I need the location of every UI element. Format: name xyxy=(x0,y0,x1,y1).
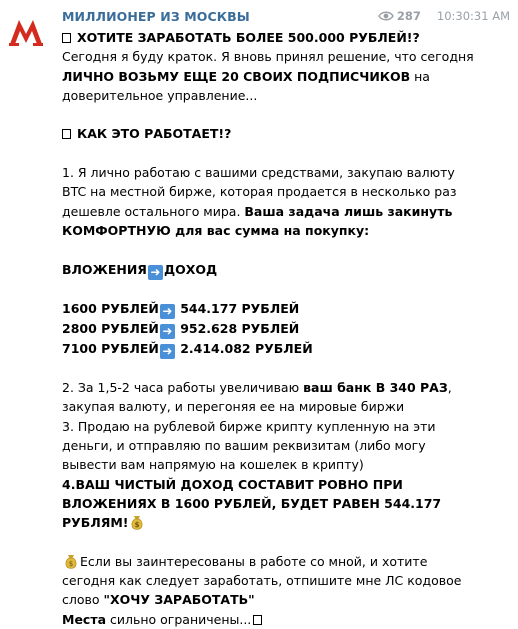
eye-icon xyxy=(378,10,394,22)
right-arrow-icon: ➜ xyxy=(160,324,175,339)
timestamp: 10:30:31 AM xyxy=(436,9,510,23)
cta-line: сегодня как следует заработать, отпишите мне ЛС кодовое xyxy=(62,573,462,589)
step-line: 2. За 1,5-2 часа работы увеличиваю ваш банк В 340 РАЗ, xyxy=(62,380,452,396)
checkbox-glyph-icon xyxy=(62,129,71,139)
right-arrow-icon: ➜ xyxy=(160,304,175,319)
step-line: дешевле остального мира. Ваша задача лишь закинуть xyxy=(62,203,453,219)
message-header xyxy=(62,6,510,26)
money-bag-icon xyxy=(64,554,78,569)
intro-line: доверительное управление... xyxy=(62,87,258,103)
places-line: Места сильно ограничены... xyxy=(62,610,502,629)
cta-line: слово "ХОЧУ ЗАРАБОТАТЬ" xyxy=(62,592,255,608)
step-line: 1. Я лично работаю с вашими средствами, закупаю валюту xyxy=(62,165,455,181)
post-title: ХОТИТЕ ЗАРАБОТАТЬ БОЛЕЕ 500.000 РУБЛЕЙ!? xyxy=(62,28,502,47)
table-row: 2800 РУБЛЕЙ ➜ 952.628 РУБЛЕЙ xyxy=(62,320,300,338)
step-line: вывести вам напрямую на кошелек в крипту) xyxy=(62,457,364,473)
step-line: КОМФОРТНУЮ для вас сумма на покупку: xyxy=(62,222,370,238)
invest-income-header: ВЛОЖЕНИЯ ➜ ДОХОД xyxy=(62,261,218,279)
cta-line: $ Если вы заинтересованы в работе со мной, и хотите xyxy=(62,552,502,571)
post-body xyxy=(62,28,502,629)
channel-name[interactable]: МИЛЛИОНЕР ИЗ МОСКВЫ xyxy=(62,8,250,24)
message-meta xyxy=(378,9,510,23)
svg-text:$: $ xyxy=(68,559,74,568)
svg-text:$: $ xyxy=(135,521,140,530)
step-line: ВЛОЖЕНИЯХ В 1600 РУБЛЕЙ, БУДЕТ РАВЕН 544.177 xyxy=(62,495,442,511)
step-line: РУБЛЯМ! $ xyxy=(62,513,502,532)
table-row: 7100 РУБЛЕЙ ➜ 2.414.082 РУБЛЕЙ xyxy=(62,340,313,358)
view-count: 287 xyxy=(396,9,421,23)
intro-line: Сегодня я буду краток. Я вновь принял решение, что сегодня xyxy=(62,49,474,65)
step-line: BTC на местной бирже, которая продается в несколько раз xyxy=(62,184,457,200)
how-title: КАК ЭТО РАБОТАЕТ!? xyxy=(62,124,502,143)
checkbox-glyph-icon xyxy=(253,615,262,625)
step-line: деньги, и отправляю по вашим реквизитам (либо могу xyxy=(62,438,426,454)
checkbox-glyph-icon xyxy=(62,33,71,43)
table-row: 1600 РУБЛЕЙ ➜ 544.177 РУБЛЕЙ xyxy=(62,300,300,318)
right-arrow-icon: ➜ xyxy=(148,265,163,280)
step-line: закупая валюту, и перегоняя ее на мировые биржи xyxy=(62,399,405,415)
right-arrow-icon: ➜ xyxy=(160,344,175,359)
money-bag-icon xyxy=(130,515,144,530)
intro-line: ЛИЧНО ВОЗЬМУ ЕЩЕ 20 СВОИХ ПОДПИСЧИКОВ на xyxy=(62,68,430,84)
step-line: 3. Продаю на рублевой бирже крипту купленную на эти xyxy=(62,418,436,434)
step-line: 4.ВАШ ЧИСТЫЙ ДОХОД СОСТАВИТ РОВНО ПРИ xyxy=(62,476,403,492)
moscow-metro-logo-icon xyxy=(8,14,44,50)
